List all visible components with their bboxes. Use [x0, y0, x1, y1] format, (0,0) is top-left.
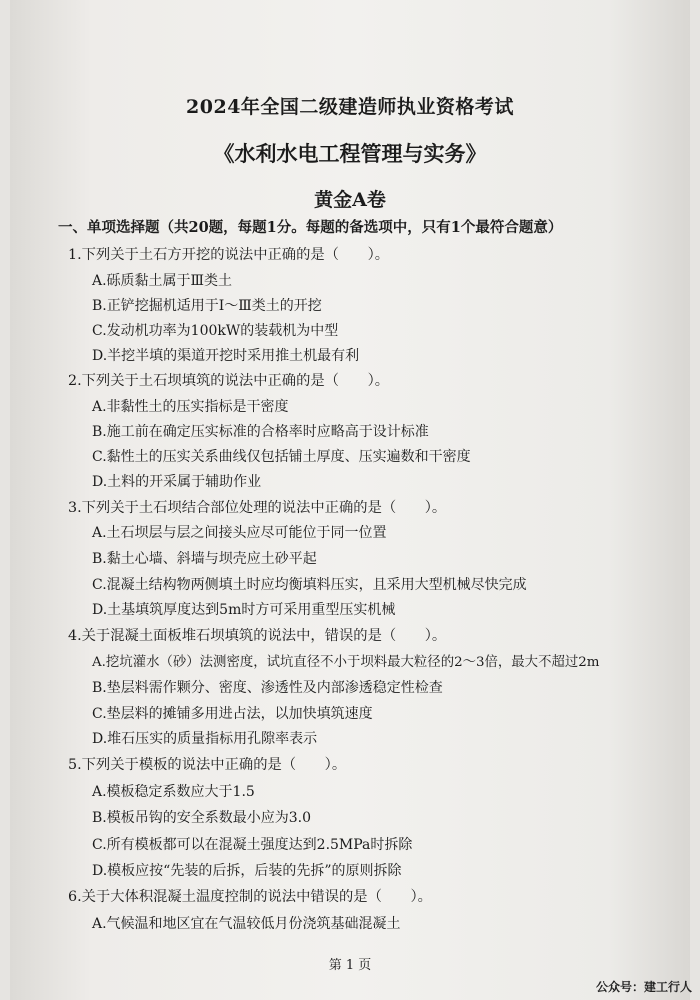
question-stem: 6.关于大体积混凝土温度控制的说法中错误的是（ ）。 — [68, 889, 432, 905]
question-option: B.正铲挖掘机适用于Ⅰ～Ⅲ类土的开挖 — [92, 298, 322, 314]
section-title: 一、单项选择题（共20题，每题1分。每题的备选项中，只有1个最符合题意） — [58, 219, 563, 236]
question-option: C.发动机功率为100kW的装载机为中型 — [92, 323, 339, 339]
question-option: D.土料的开采属于辅助作业 — [92, 474, 262, 490]
watermark-text: 公众号：建工行人 — [595, 980, 692, 994]
exam-subject: 《水利水电工程管理与实务》 — [213, 141, 487, 166]
question-stem: 1.下列关于土石方开挖的说法中正确的是（ ）。 — [68, 247, 390, 263]
question-option: C.黏性土的压实关系曲线仅包括铺土厚度、压实遍数和干密度 — [92, 449, 471, 465]
question-option: A.砾质黏土属于Ⅲ类土 — [92, 273, 233, 289]
question-option: D.堆石压实的质量指标用孔隙率表示 — [92, 731, 318, 747]
question-option: C.所有模板都可以在混凝土强度达到2.5MPa时拆除 — [92, 837, 413, 853]
question-option: B.施工前在确定压实标准的合格率时应略高于设计标准 — [92, 424, 429, 440]
question-option: D.半挖半填的渠道开挖时采用推土机最有利 — [92, 348, 360, 364]
paper-version: 黄金A卷 — [314, 189, 386, 211]
question-option: A.挖坑灌水（砂）法测密度，试坑直径不小于坝料最大粒径的2～3倍，最大不超过2m — [92, 655, 600, 670]
question-option: B.黏土心墙、斜墙与坝壳应土砂平起 — [92, 551, 317, 567]
question-option: A.气候温和地区宜在气温较低月份浇筑基础混凝土 — [92, 916, 401, 932]
question-stem: 2.下列关于土石坝填筑的说法中正确的是（ ）。 — [68, 373, 390, 389]
question-option: D.土基填筑厚度达到5m时方可采用重型压实机械 — [92, 602, 396, 618]
question-stem: 4.关于混凝土面板堆石坝填筑的说法中，错误的是（ ）。 — [68, 628, 447, 644]
question-option: B.模板吊钩的安全系数最小应为3.0 — [92, 810, 312, 826]
question-stem: 3.下列关于土石坝结合部位处理的说法中正确的是（ ）。 — [68, 500, 447, 516]
page-number: 第 1 页 — [328, 958, 372, 973]
question-option: C.混凝土结构物两侧填土时应均衡填料压实，且采用大型机械尽快完成 — [92, 577, 527, 593]
question-option: C.垫层料的摊铺多用进占法，以加快填筑速度 — [92, 706, 373, 722]
question-option: B.垫层料需作颗分、密度、渗透性及内部渗透稳定性检查 — [92, 680, 443, 696]
question-option: A.模板稳定系数应大于1.5 — [92, 784, 255, 800]
exam-title: 2024年全国二级建造师执业资格考试 — [186, 96, 514, 118]
question-stem: 5.下列关于模板的说法中正确的是（ ）。 — [68, 757, 347, 773]
question-option: D.模板应按“先装的后拆，后装的先拆”的原则拆除 — [92, 863, 402, 879]
question-option: A.土石坝层与层之间接头应尽可能位于同一位置 — [92, 525, 387, 541]
question-option: A.非黏性土的压实指标是干密度 — [92, 399, 289, 415]
